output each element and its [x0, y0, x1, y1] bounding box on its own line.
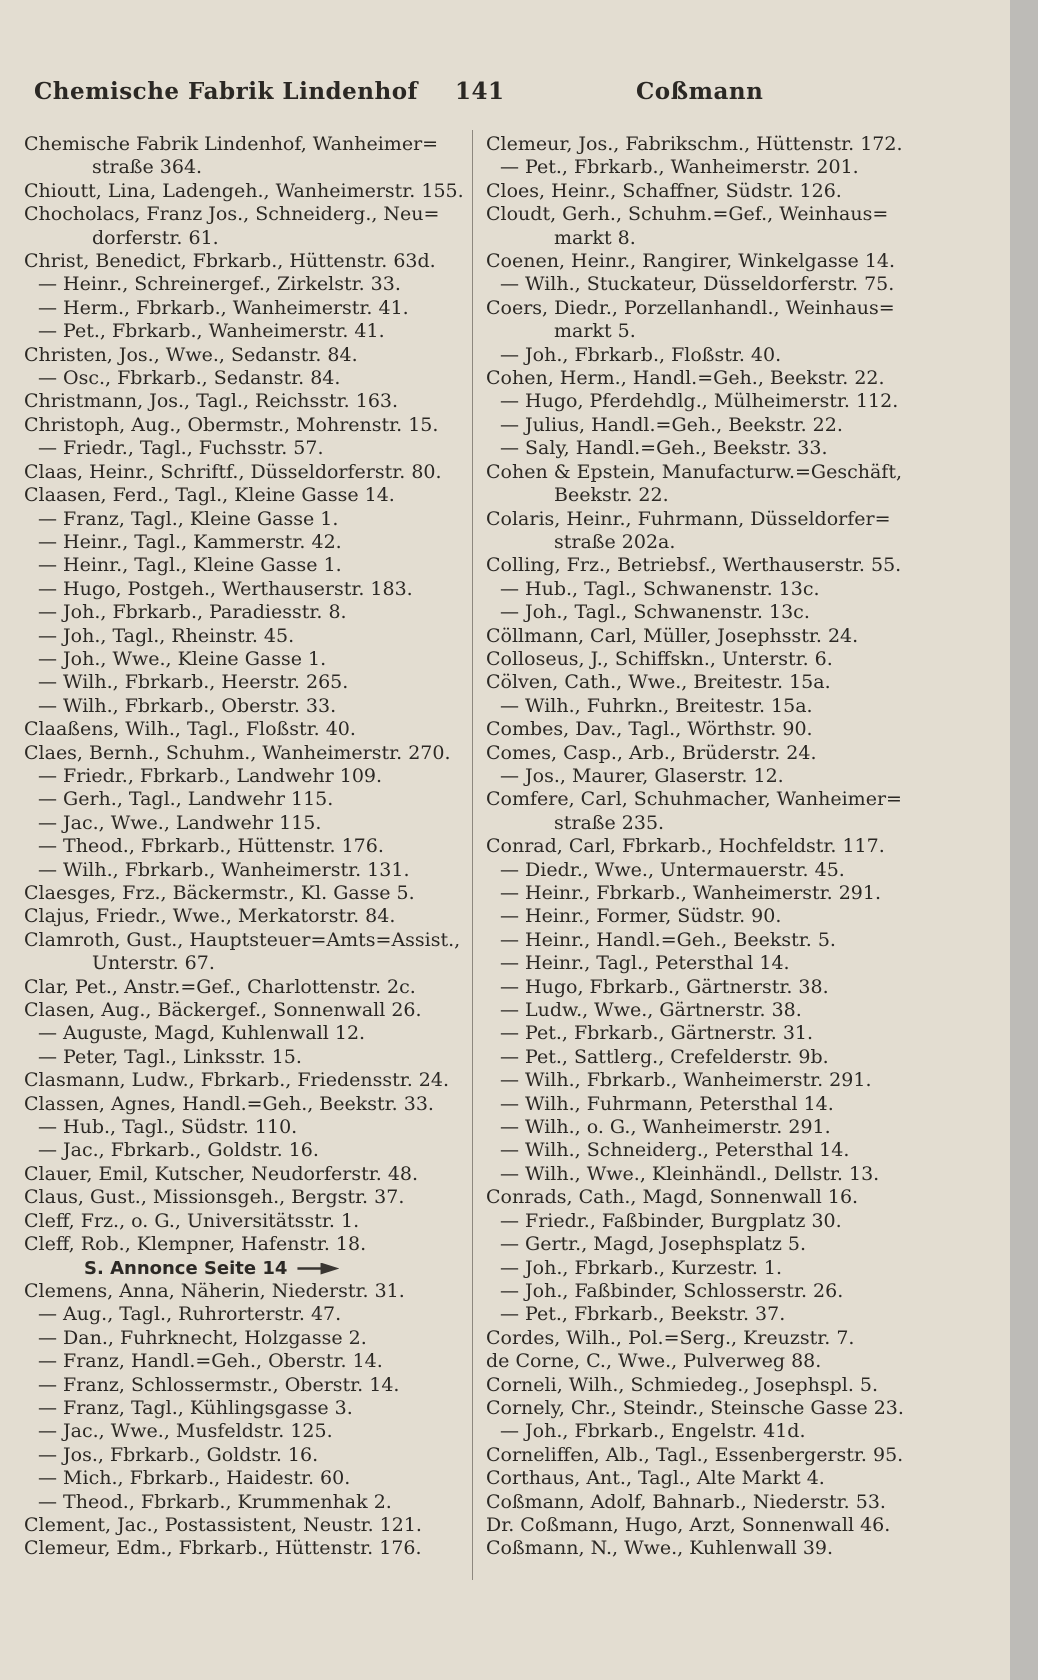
directory-entry: Coßmann, N., Wwe., Kuhlenwall 39. [486, 1537, 834, 1560]
directory-entry: — Pet., Fbrkarb., Beekstr. 37. [500, 1303, 786, 1326]
directory-entry: — Friedr., Faßbinder, Burgplatz 30. [500, 1209, 842, 1232]
directory-entry: — Joh., Fbrkarb., Paradiesstr. 8. [38, 601, 347, 624]
directory-entry: Claasen, Ferd., Tagl., Kleine Gasse 14. [24, 484, 395, 507]
directory-entry: — Pet., Fbrkarb., Gärtnerstr. 31. [500, 1022, 814, 1045]
directory-entry: — Jos., Maurer, Glaserstr. 12. [500, 764, 784, 787]
directory-entry: — Mich., Fbrkarb., Haidestr. 60. [38, 1467, 351, 1490]
scan-edge [1010, 0, 1038, 1680]
running-header-right: Coßmann [636, 78, 764, 105]
left-column [24, 133, 464, 1561]
directory-entry: — Herm., Fbrkarb., Wanheimerstr. 41. [38, 296, 409, 319]
directory-entry: — Joh., Faßbinder, Schlosserstr. 26. [500, 1279, 844, 1302]
directory-entry: Unterstr. 67. [92, 952, 215, 975]
directory-entry: Christ, Benedict, Fbrkarb., Hüttenstr. 63d. [24, 250, 436, 273]
directory-entry: Claes, Bernh., Schuhm., Wanheimerstr. 270. [24, 741, 451, 764]
directory-entry: — Joh., Wwe., Kleine Gasse 1. [38, 647, 327, 670]
directory-entry: — Friedr., Fbrkarb., Landwehr 109. [38, 764, 383, 787]
directory-entry: de Corne, C., Wwe., Pulverweg 88. [486, 1350, 822, 1373]
directory-entry: — Wilh., Schneiderg., Petersthal 14. [500, 1139, 850, 1162]
directory-entry: Corneli, Wilh., Schmiedeg., Josephspl. 5. [486, 1373, 879, 1396]
page-number: 141 [455, 78, 505, 105]
directory-entry: — Jac., Wwe., Musfeldstr. 125. [38, 1420, 333, 1443]
directory-entry: Clar, Pet., Anstr.=Gef., Charlottenstr. 2c. [24, 975, 416, 998]
directory-entry: Coenen, Heinr., Rangirer, Winkelgasse 14. [486, 250, 896, 273]
directory-entry: Christen, Jos., Wwe., Sedanstr. 84. [24, 343, 358, 366]
directory-entry: Combes, Dav., Tagl., Wörthstr. 90. [486, 718, 813, 741]
directory-entry: Christoph, Aug., Obermstr., Mohrenstr. 15. [24, 413, 439, 436]
directory-entry: markt 8. [554, 226, 636, 249]
directory-entry: — Wilh., o. G., Wanheimerstr. 291. [500, 1116, 831, 1139]
directory-entry: — Friedr., Tagl., Fuchsstr. 57. [38, 437, 324, 460]
directory-entry: straße 364. [92, 156, 203, 179]
directory-entry: Cohen, Herm., Handl.=Geh., Beekstr. 22. [486, 367, 885, 390]
right-column [486, 133, 926, 1561]
directory-entry: Claesges, Frz., Bäckermstr., Kl. Gasse 5. [24, 882, 415, 904]
directory-entry: Dr. Coßmann, Hugo, Arzt, Sonnenwall 46. [486, 1513, 891, 1536]
directory-entry: — Theod., Fbrkarb., Hüttenstr. 176. [38, 835, 384, 858]
directory-entry: Chioutt, Lina, Ladengeh., Wanheimerstr. 155. [24, 179, 464, 202]
directory-entry: — Hub., Tagl., Schwanenstr. 13c. [500, 577, 820, 600]
directory-entry: — Gerh., Tagl., Landwehr 115. [38, 788, 334, 811]
directory-entry: Clemens, Anna, Näherin, Niederstr. 31. [24, 1279, 405, 1302]
directory-entry: dorferstr. 61. [92, 226, 219, 249]
directory-entry: Claaßens, Wilh., Tagl., Floßstr. 40. [24, 718, 356, 741]
directory-entry: Colaris, Heinr., Fuhrmann, Düsseldorfer= [486, 507, 891, 530]
directory-entry: — Heinr., Fbrkarb., Wanheimerstr. 291. [500, 882, 882, 904]
directory-entry: Chocholacs, Franz Jos., Schneiderg., Neu= [24, 203, 440, 226]
directory-entry: Chemische Fabrik Lindenhof, Wanheimer= [24, 133, 439, 155]
directory-entry: — Wilh., Wwe., Kleinhändl., Dellstr. 13. [500, 1162, 880, 1185]
directory-entry: Claas, Heinr., Schriftf., Düsseldorferstr. 80. [24, 460, 442, 483]
directory-entry: — Joh., Tagl., Schwanenstr. 13c. [500, 601, 810, 624]
annonce-reference: S. Annonce Seite 14 [24, 1257, 464, 1280]
directory-entry: Cloudt, Gerh., Schuhm.=Gef., Weinhaus= [486, 203, 889, 226]
directory-entry: — Pet., Fbrkarb., Wanheimerstr. 41. [38, 320, 385, 343]
directory-entry: Cornely, Chr., Steindr., Steinsche Gasse 23. [486, 1396, 904, 1419]
directory-entry: — Jac., Fbrkarb., Goldstr. 16. [38, 1139, 319, 1162]
directory-entry: Clasen, Aug., Bäckergef., Sonnenwall 26. [24, 999, 422, 1022]
directory-entry: — Osc., Fbrkarb., Sedanstr. 84. [38, 367, 341, 390]
directory-entry: — Franz, Tagl., Kleine Gasse 1. [38, 507, 339, 530]
directory-entry: — Pet., Fbrkarb., Wanheimerstr. 201. [500, 156, 859, 179]
directory-entry: Coßmann, Adolf, Bahnarb., Niederstr. 53. [486, 1490, 886, 1513]
directory-entry: Christmann, Jos., Tagl., Reichsstr. 163. [24, 390, 399, 413]
directory-entry: Colling, Frz., Betriebsf., Werthauserstr. 55. [486, 554, 902, 577]
directory-entry: — Franz, Schlossermstr., Oberstr. 14. [38, 1373, 400, 1396]
directory-entry: — Ludw., Wwe., Gärtnerstr. 38. [500, 999, 802, 1022]
directory-entry: Conrad, Carl, Fbrkarb., Hochfeldstr. 117. [486, 835, 885, 858]
directory-entry: Beekstr. 22. [554, 484, 669, 507]
directory-entry: Clasmann, Ludw., Fbrkarb., Friedensstr. 24. [24, 1069, 450, 1092]
directory-entry: — Joh., Fbrkarb., Floßstr. 40. [500, 343, 782, 366]
directory-entry: — Joh., Tagl., Rheinstr. 45. [38, 624, 295, 647]
directory-entry: markt 5. [554, 320, 636, 343]
directory-entry: — Wilh., Fbrkarb., Wanheimerstr. 131. [38, 858, 410, 881]
directory-entry: — Julius, Handl.=Geh., Beekstr. 22. [500, 413, 843, 436]
directory-entry: Clemeur, Jos., Fabrikschm., Hüttenstr. 172. [486, 133, 903, 155]
directory-entry: — Wilh., Fuhrmann, Petersthal 14. [500, 1092, 834, 1115]
directory-entry: — Heinr., Schreinergef., Zirkelstr. 33. [38, 273, 401, 296]
directory-entry: Cohen & Epstein, Manufacturw.=Geschäft, [486, 460, 903, 483]
directory-entry: Cordes, Wilh., Pol.=Serg., Kreuzstr. 7. [486, 1326, 855, 1349]
directory-entry: Clement, Jac., Postassistent, Neustr. 121. [24, 1513, 422, 1536]
directory-entry: — Wilh., Stuckateur, Düsseldorferstr. 75. [500, 273, 895, 296]
directory-entry: Corthaus, Ant., Tagl., Alte Markt 4. [486, 1467, 825, 1490]
directory-entry: — Wilh., Fbrkarb., Oberstr. 33. [38, 694, 337, 717]
directory-entry: — Hugo, Pferdehdlg., Mülheimerstr. 112. [500, 390, 899, 413]
directory-entry: — Diedr., Wwe., Untermauerstr. 45. [500, 858, 845, 881]
directory-entry: Corneliffen, Alb., Tagl., Essenbergerstr. 95. [486, 1443, 904, 1466]
directory-entry: — Theod., Fbrkarb., Krummenhak 2. [38, 1490, 392, 1513]
directory-entry: Claus, Gust., Missionsgeh., Bergstr. 37. [24, 1186, 405, 1209]
directory-entry: — Dan., Fuhrknecht, Holzgasse 2. [38, 1326, 367, 1349]
directory-entry: Colloseus, J., Schiffskn., Unterstr. 6. [486, 647, 833, 670]
directory-entry: Clemeur, Edm., Fbrkarb., Hüttenstr. 176. [24, 1537, 422, 1560]
directory-entry: — Joh., Fbrkarb., Engelstr. 41d. [500, 1420, 806, 1443]
directory-entry: — Franz, Tagl., Kühlingsgasse 3. [38, 1396, 353, 1419]
directory-entry: Cloes, Heinr., Schaffner, Südstr. 126. [486, 179, 842, 202]
directory-entry: — Wilh., Fbrkarb., Wanheimerstr. 291. [500, 1069, 872, 1092]
directory-entry: — Auguste, Magd, Kuhlenwall 12. [38, 1022, 366, 1045]
directory-entry: straße 202a. [554, 530, 676, 553]
directory-entry: — Heinr., Handl.=Geh., Beekstr. 5. [500, 928, 836, 951]
directory-entry: — Wilh., Fuhrkn., Breitestr. 15a. [500, 694, 813, 717]
directory-entry: Cleff, Frz., o. G., Universitätsstr. 1. [24, 1209, 360, 1232]
directory-entry: — Franz, Handl.=Geh., Oberstr. 14. [38, 1350, 383, 1373]
directory-entry: Clamroth, Gust., Hauptsteuer=Amts=Assist., [24, 928, 461, 951]
directory-entry: Clajus, Friedr., Wwe., Merkatorstr. 84. [24, 905, 396, 928]
running-header-left: Chemische Fabrik Lindenhof [34, 78, 418, 105]
directory-entry: Comes, Casp., Arb., Brüderstr. 24. [486, 741, 817, 764]
directory-entry: — Hugo, Postgeh., Werthauserstr. 183. [38, 577, 413, 600]
directory-entry: — Heinr., Tagl., Kleine Gasse 1. [38, 554, 342, 577]
directory-entry: — Heinr., Tagl., Kammerstr. 42. [38, 530, 342, 553]
directory-entry: — Pet., Sattlerg., Crefelderstr. 9b. [500, 1045, 829, 1068]
directory-entry: — Jos., Fbrkarb., Goldstr. 16. [38, 1443, 319, 1466]
directory-entry: Cleff, Rob., Klempner, Hafenstr. 18. [24, 1233, 367, 1256]
directory-entry: — Jac., Wwe., Landwehr 115. [38, 811, 322, 834]
directory-entry: — Saly, Handl.=Geh., Beekstr. 33. [500, 437, 828, 460]
directory-entry: — Gertr., Magd, Josephsplatz 5. [500, 1233, 807, 1256]
directory-entry: Classen, Agnes, Handl.=Geh., Beekstr. 33. [24, 1092, 434, 1115]
directory-entry: — Heinr., Tagl., Petersthal 14. [500, 952, 790, 975]
directory-entry: — Aug., Tagl., Ruhrorterstr. 47. [38, 1303, 342, 1326]
directory-entry: Cölven, Cath., Wwe., Breitestr. 15a. [486, 671, 831, 694]
directory-entry: Clauer, Emil, Kutscher, Neudorferstr. 48. [24, 1162, 419, 1185]
pointing-hand-icon [297, 1263, 339, 1275]
directory-entry: — Joh., Fbrkarb., Kurzestr. 1. [500, 1256, 783, 1279]
column-divider [472, 130, 473, 1580]
directory-entry: — Wilh., Fbrkarb., Heerstr. 265. [38, 671, 349, 694]
directory-entry: Conrads, Cath., Magd, Sonnenwall 16. [486, 1186, 859, 1209]
directory-entry: — Peter, Tagl., Linksstr. 15. [38, 1045, 302, 1068]
directory-entry: Coers, Diedr., Porzellanhandl., Weinhaus= [486, 296, 895, 319]
directory-entry: — Heinr., Former, Südstr. 90. [500, 905, 782, 928]
directory-entry: straße 235. [554, 811, 665, 834]
directory-entry: Comfere, Carl, Schuhmacher, Wanheimer= [486, 788, 902, 811]
directory-entry: — Hugo, Fbrkarb., Gärtnerstr. 38. [500, 975, 829, 998]
directory-entry: — Hub., Tagl., Südstr. 110. [38, 1116, 298, 1139]
directory-entry: Cöllmann, Carl, Müller, Josephsstr. 24. [486, 624, 859, 647]
